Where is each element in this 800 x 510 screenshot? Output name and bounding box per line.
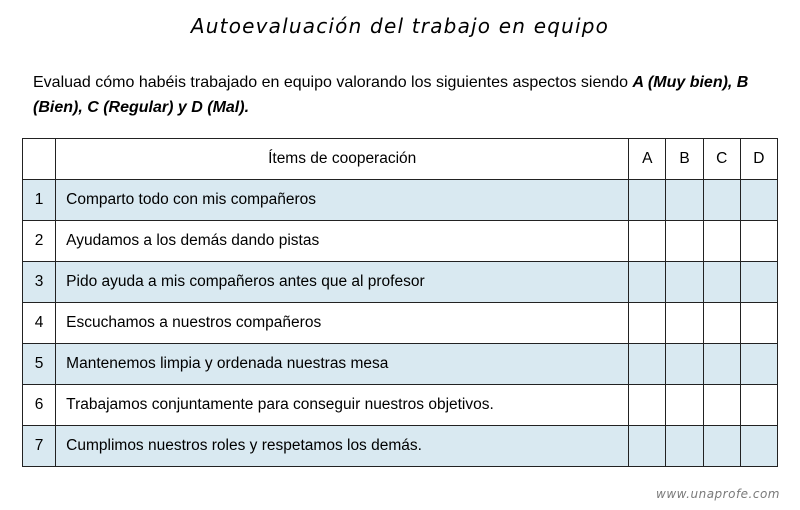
table-row	[23, 385, 778, 426]
header-grade-d: D	[740, 139, 777, 180]
instructions-lead: Evaluad cómo habéis trabajado en equipo valorando los siguientes aspectos siendo	[33, 74, 633, 91]
row-item-text: Comparto todo con mis compañeros	[56, 180, 629, 221]
table-row	[23, 221, 778, 262]
cooperation-table	[22, 138, 778, 467]
grade-cell-c[interactable]	[703, 344, 740, 385]
grade-cell-a[interactable]	[629, 344, 666, 385]
grade-cell-c[interactable]	[703, 426, 740, 467]
row-number: 7	[23, 426, 56, 467]
table-row	[23, 180, 778, 221]
grade-cell-b[interactable]	[666, 262, 703, 303]
grade-cell-b[interactable]	[666, 344, 703, 385]
header-grade-c: C	[703, 139, 740, 180]
grade-cell-a[interactable]	[629, 303, 666, 344]
row-item-text: Ayudamos a los demás dando pistas	[56, 221, 629, 262]
header-number	[23, 139, 56, 180]
row-number: 3	[23, 262, 56, 303]
grade-cell-b[interactable]	[666, 426, 703, 467]
watermark-url: www.unaprofe.com	[656, 487, 780, 501]
document-title: Autoevaluación del trabajo en equipo	[190, 14, 610, 38]
instructions-paragraph	[33, 70, 778, 120]
grade-cell-d[interactable]	[740, 303, 777, 344]
table-header-row	[23, 139, 778, 180]
grade-cell-a[interactable]	[629, 426, 666, 467]
grade-cell-a[interactable]	[629, 221, 666, 262]
table-row	[23, 303, 778, 344]
grade-cell-d[interactable]	[740, 344, 777, 385]
table-row	[23, 426, 778, 467]
row-number: 2	[23, 221, 56, 262]
grade-cell-d[interactable]	[740, 221, 777, 262]
table-row	[23, 344, 778, 385]
row-item-text: Escuchamos a nuestros compañeros	[56, 303, 629, 344]
grade-cell-a[interactable]	[629, 180, 666, 221]
table-row	[23, 262, 778, 303]
row-item-text: Trabajamos conjuntamente para conseguir nuestros objetivos.	[56, 385, 629, 426]
row-number: 6	[23, 385, 56, 426]
instructions-scale: A (Muy bien), B (Bien), C (Regular) y D (Mal).	[33, 74, 749, 116]
grade-cell-c[interactable]	[703, 221, 740, 262]
grade-cell-c[interactable]	[703, 303, 740, 344]
grade-cell-b[interactable]	[666, 180, 703, 221]
row-number: 5	[23, 344, 56, 385]
grade-cell-c[interactable]	[703, 385, 740, 426]
grade-cell-b[interactable]	[666, 221, 703, 262]
row-number: 1	[23, 180, 56, 221]
row-item-text: Pido ayuda a mis compañeros antes que al profesor	[56, 262, 629, 303]
grade-cell-d[interactable]	[740, 385, 777, 426]
header-grade-b: B	[666, 139, 703, 180]
grade-cell-c[interactable]	[703, 262, 740, 303]
grade-cell-d[interactable]	[740, 180, 777, 221]
header-grade-a: A	[629, 139, 666, 180]
header-items: Ítems de cooperación	[56, 139, 629, 180]
grade-cell-d[interactable]	[740, 426, 777, 467]
grade-cell-a[interactable]	[629, 262, 666, 303]
row-item-text: Mantenemos limpia y ordenada nuestras mesa	[56, 344, 629, 385]
grade-cell-b[interactable]	[666, 303, 703, 344]
grade-cell-d[interactable]	[740, 262, 777, 303]
grade-cell-b[interactable]	[666, 385, 703, 426]
row-number: 4	[23, 303, 56, 344]
grade-cell-a[interactable]	[629, 385, 666, 426]
row-item-text: Cumplimos nuestros roles y respetamos los demás.	[56, 426, 629, 467]
grade-cell-c[interactable]	[703, 180, 740, 221]
